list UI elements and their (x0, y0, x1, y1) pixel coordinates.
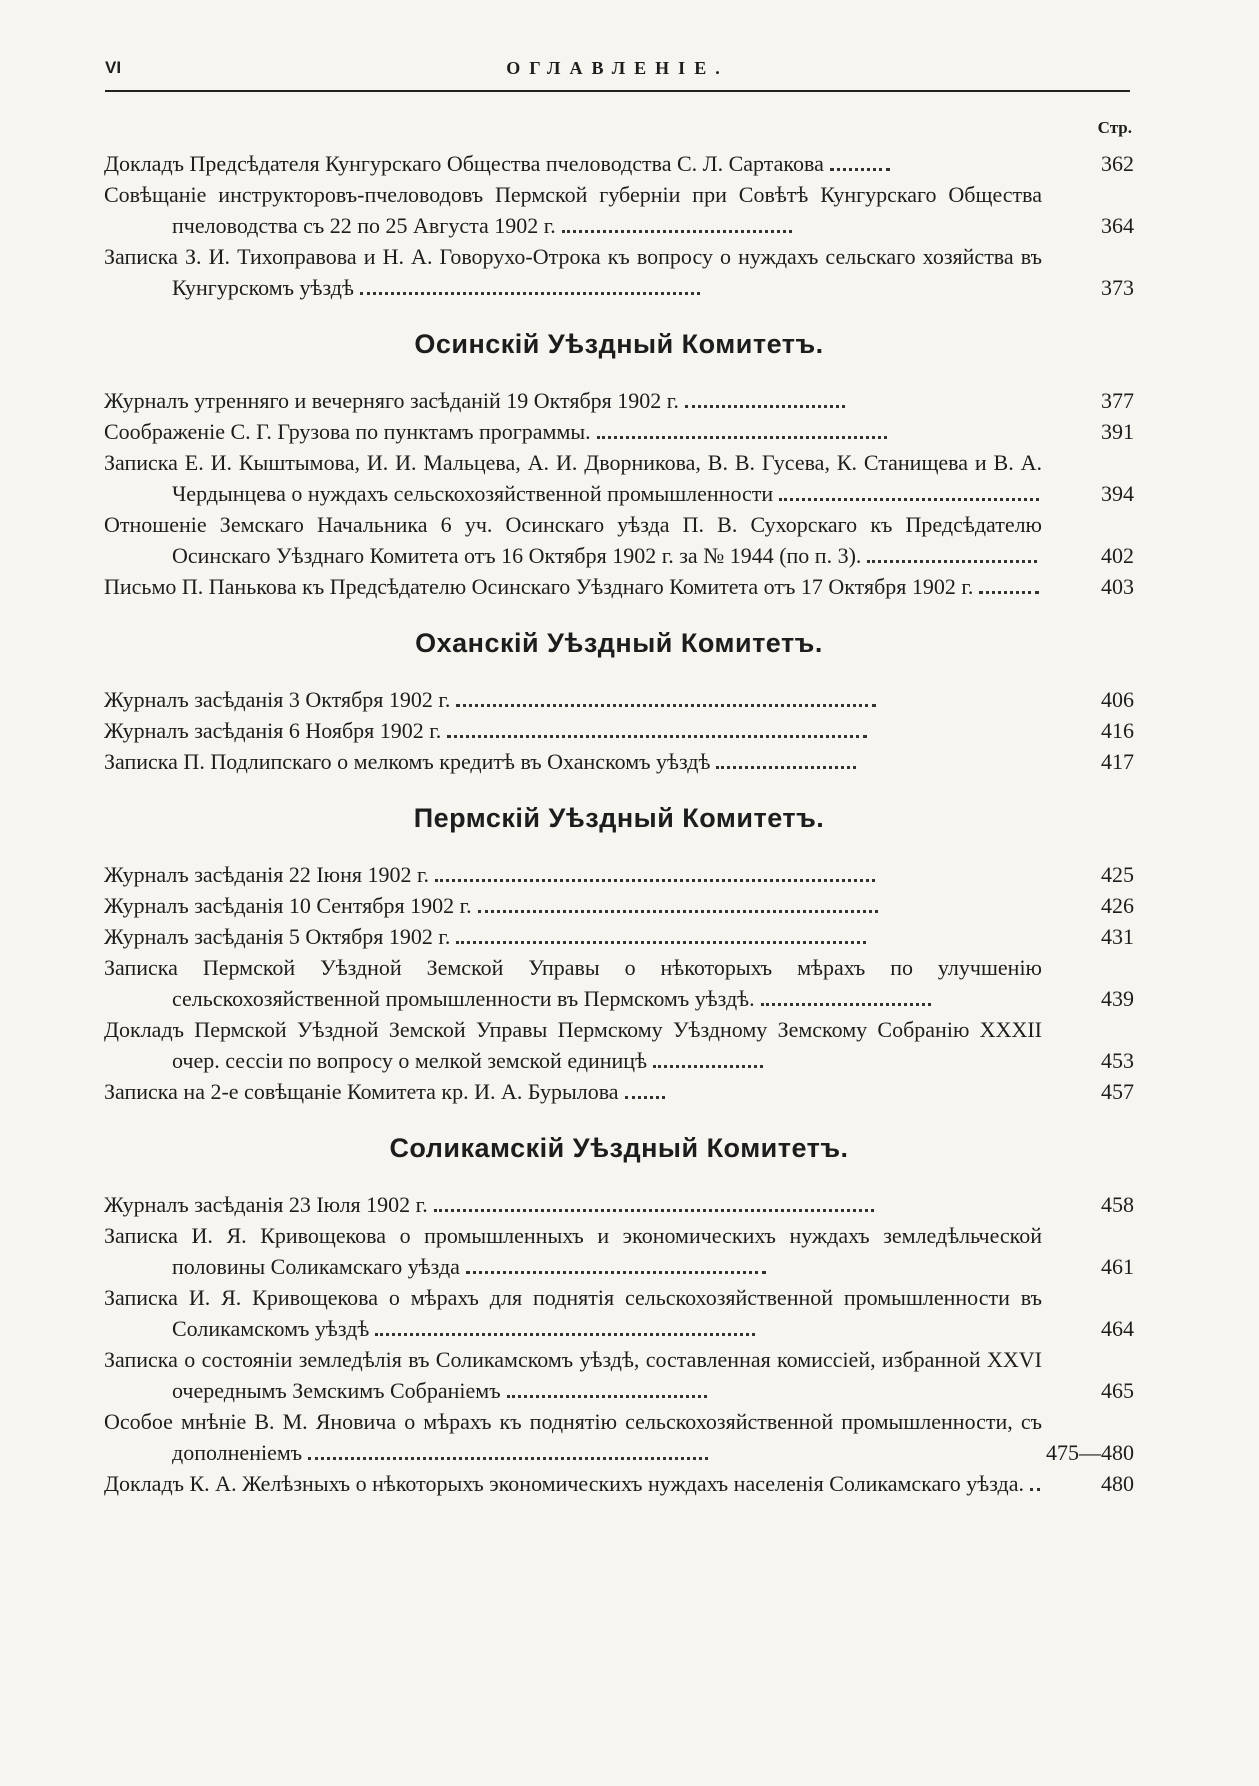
section-heading-okhansky: Оханскій Уѣздный Комитетъ. (415, 628, 823, 658)
toc-entry-page: 431 (1101, 924, 1134, 949)
toc-entry[interactable] (104, 148, 1134, 179)
toc-entry-title: Журналъ засѣданія 23 Іюля 1902 г. (104, 1192, 428, 1217)
toc-entry-page: 406 (1101, 687, 1134, 712)
dot-leader (625, 1090, 665, 1099)
toc-entry-page: 402 (1101, 543, 1134, 568)
page-column-label: Стр. (1097, 118, 1132, 137)
toc-entry[interactable] (104, 890, 1134, 921)
dot-leader (761, 997, 931, 1006)
toc-entry[interactable] (104, 447, 1134, 509)
toc-entry[interactable] (104, 715, 1134, 746)
toc-entry-title: Журналъ засѣданія 10 Сентября 1902 г. (104, 893, 472, 918)
dot-leader (979, 585, 1039, 594)
toc-entry-page: 377 (1101, 388, 1134, 413)
toc-entry-page: 362 (1101, 151, 1134, 176)
toc-entry-page: 417 (1101, 749, 1134, 774)
table-of-contents (104, 118, 1134, 1499)
toc-entry[interactable] (104, 1344, 1134, 1406)
toc-entry[interactable] (104, 746, 1134, 777)
toc-entry-title: Записка З. И. Тихоправова и Н. А. Говорухо-Отрока къ вопросу о нуждахъ сельскаго хозяйства въ Кунгурскомъ уѣздѣ (104, 244, 1042, 300)
toc-entry-title: Соображеніе С. Г. Грузова по пунктамъ программы. (104, 419, 591, 444)
toc-entry-page: 465 (1101, 1378, 1134, 1403)
toc-entry-title: Докладъ К. А. Желѣзныхъ о нѣкоторыхъ экономическихъ нуждахъ населенія Соликамскаго уѣзда. (104, 1471, 1024, 1496)
toc-section (104, 148, 1134, 303)
dot-leader (478, 904, 878, 913)
toc-entry-page: 457 (1101, 1079, 1134, 1104)
toc-entry-page: 464 (1101, 1316, 1134, 1341)
dot-leader (597, 430, 887, 439)
dot-leader (779, 492, 1039, 501)
toc-entry[interactable] (104, 1220, 1134, 1282)
toc-entry-title: Журналъ засѣданія 6 Ноября 1902 г. (104, 718, 442, 743)
toc-entry[interactable] (104, 1189, 1134, 1220)
toc-entry-title: Докладъ Предсѣдателя Кунгурскаго Общества пчеловодства С. Л. Сартакова (104, 151, 824, 176)
dot-leader (867, 554, 1037, 563)
toc-entry[interactable] (104, 859, 1134, 890)
section-heading-permsky: Пермскій Уѣздный Комитетъ. (413, 803, 825, 833)
dot-leader (466, 1265, 766, 1274)
toc-entry[interactable] (104, 921, 1134, 952)
toc-entry-page: 364 (1101, 213, 1134, 238)
toc-entry-page: 480 (1101, 1471, 1134, 1496)
running-header (105, 58, 1130, 92)
toc-entry-page: 394 (1101, 481, 1134, 506)
toc-entry-page: 373 (1101, 275, 1134, 300)
toc-entry-title: Отношеніе Земскаго Начальника 6 уч. Осинскаго уѣзда П. В. Сухорскаго къ Предсѣдателю Осинскаго Уѣзднаго Комитета отъ 16 Октября 1902 г. за № 1944 (по п. 3). (104, 512, 1042, 568)
section-heading-osinsky: Осинскій Уѣздный Комитетъ. (414, 329, 824, 359)
toc-entry-title: Особое мнѣніе В. М. Яновича о мѣрахъ къ поднятію сельскохозяйственной промышленности, съ дополненіемъ (104, 1409, 1042, 1465)
dot-leader (456, 935, 866, 944)
toc-entry-title: Записка на 2-е совѣщаніе Комитета кр. И. А. Бурылова (104, 1079, 619, 1104)
toc-entry-page: 426 (1101, 893, 1134, 918)
toc-entry-title: Записка П. Подлипскаго о мелкомъ кредитѣ въ Оханскомъ уѣздѣ (104, 749, 711, 774)
toc-entry[interactable] (104, 385, 1134, 416)
page-number: VI (105, 58, 122, 77)
toc-entry[interactable] (104, 241, 1134, 303)
dot-leader (562, 224, 792, 233)
dot-leader (360, 286, 700, 295)
toc-entry-page: 439 (1101, 986, 1134, 1011)
toc-entry[interactable] (104, 416, 1134, 447)
dot-leader (830, 162, 890, 171)
toc-entry-title: Совѣщаніе инструкторовъ-пчеловодовъ Пермской губерніи при Совѣтѣ Кунгурскаго Общества пчеловодства съ 22 по 25 Августа 1902 г. (104, 182, 1042, 238)
toc-entry-page: 391 (1101, 419, 1134, 444)
toc-entry[interactable] (104, 571, 1134, 602)
dot-leader (447, 729, 867, 738)
toc-entry-title: Записка И. Я. Кривощекова о мѣрахъ для поднятія сельскохозяйственной промышленности въ Соликамскомъ уѣздѣ (104, 1285, 1042, 1341)
toc-entry[interactable] (104, 509, 1134, 571)
toc-entry-page: 453 (1101, 1048, 1134, 1073)
toc-entry-title: Журналъ засѣданія 3 Октября 1902 г. (104, 687, 451, 712)
dot-leader (456, 698, 876, 707)
dot-leader (507, 1389, 707, 1398)
dot-leader (308, 1451, 708, 1460)
dot-leader (434, 1203, 874, 1212)
toc-section (104, 385, 1134, 602)
toc-entry-page: 475—480 (1046, 1440, 1134, 1465)
section-heading-solikamsky: Соликамскій Уѣздный Комитетъ. (389, 1133, 849, 1163)
toc-entry[interactable] (104, 1014, 1134, 1076)
toc-entry[interactable] (104, 1468, 1134, 1499)
toc-section (104, 684, 1134, 777)
toc-entry-title: Записка Е. И. Кыштымова, И. И. Мальцева, А. И. Дворникова, В. В. Гусева, К. Станищева и В. А. Чердынцева о нуждахъ сельскохозяйственной промышленности (104, 450, 1042, 506)
dot-leader (716, 760, 856, 769)
toc-entry-title: Записка Пермской Уѣздной Земской Управы о нѣкоторыхъ мѣрахъ по улучшенію сельскохозяйственной промышленности въ Пермскомъ уѣздѣ. (104, 955, 1042, 1011)
toc-entry-page: 458 (1101, 1192, 1134, 1217)
page-title: ОГЛАВЛЕНІЕ. (506, 58, 729, 78)
toc-entry-title: Записка о состояніи земледѣлія въ Соликамскомъ уѣздѣ, составленная комиссіей, избранной XXVI очереднымъ Земскимъ Собраніемъ (104, 1347, 1042, 1403)
toc-entry-title: Записка И. Я. Кривощекова о промышленныхъ и экономическихъ нуждахъ земледѣльческой половины Соликамскаго уѣзда (104, 1223, 1042, 1279)
toc-entry-title: Журналъ утренняго и вечерняго засѣданій 19 Октября 1902 г. (104, 388, 679, 413)
toc-entry[interactable] (104, 1282, 1134, 1344)
toc-entry-title: Журналъ засѣданія 22 Іюня 1902 г. (104, 862, 430, 887)
dot-leader (375, 1327, 755, 1336)
toc-entry-page: 425 (1101, 862, 1134, 887)
toc-entry[interactable] (104, 684, 1134, 715)
toc-entry-page: 416 (1101, 718, 1134, 743)
toc-entry-page: 461 (1101, 1254, 1134, 1279)
toc-entry-title: Письмо П. Панькова къ Предсѣдателю Осинскаго Уѣзднаго Комитета отъ 17 Октября 1902 г. (104, 574, 974, 599)
toc-section (104, 1189, 1134, 1499)
toc-entry[interactable] (104, 179, 1134, 241)
toc-section (104, 859, 1134, 1107)
toc-entry-page: 403 (1101, 574, 1134, 599)
toc-entry[interactable] (104, 952, 1134, 1014)
dot-leader (435, 873, 875, 882)
dot-leader (685, 399, 845, 408)
toc-entry-title: Журналъ засѣданія 5 Октября 1902 г. (104, 924, 451, 949)
dot-leader (1030, 1482, 1040, 1491)
toc-entry-title: Докладъ Пермской Уѣздной Земской Управы Пермскому Уѣздному Земскому Собранію XXXII очер. сессіи по вопросу о мелкой земской единицѣ (104, 1017, 1042, 1073)
dot-leader (653, 1059, 763, 1068)
toc-entry[interactable] (104, 1076, 1134, 1107)
toc-entry[interactable] (104, 1406, 1134, 1468)
